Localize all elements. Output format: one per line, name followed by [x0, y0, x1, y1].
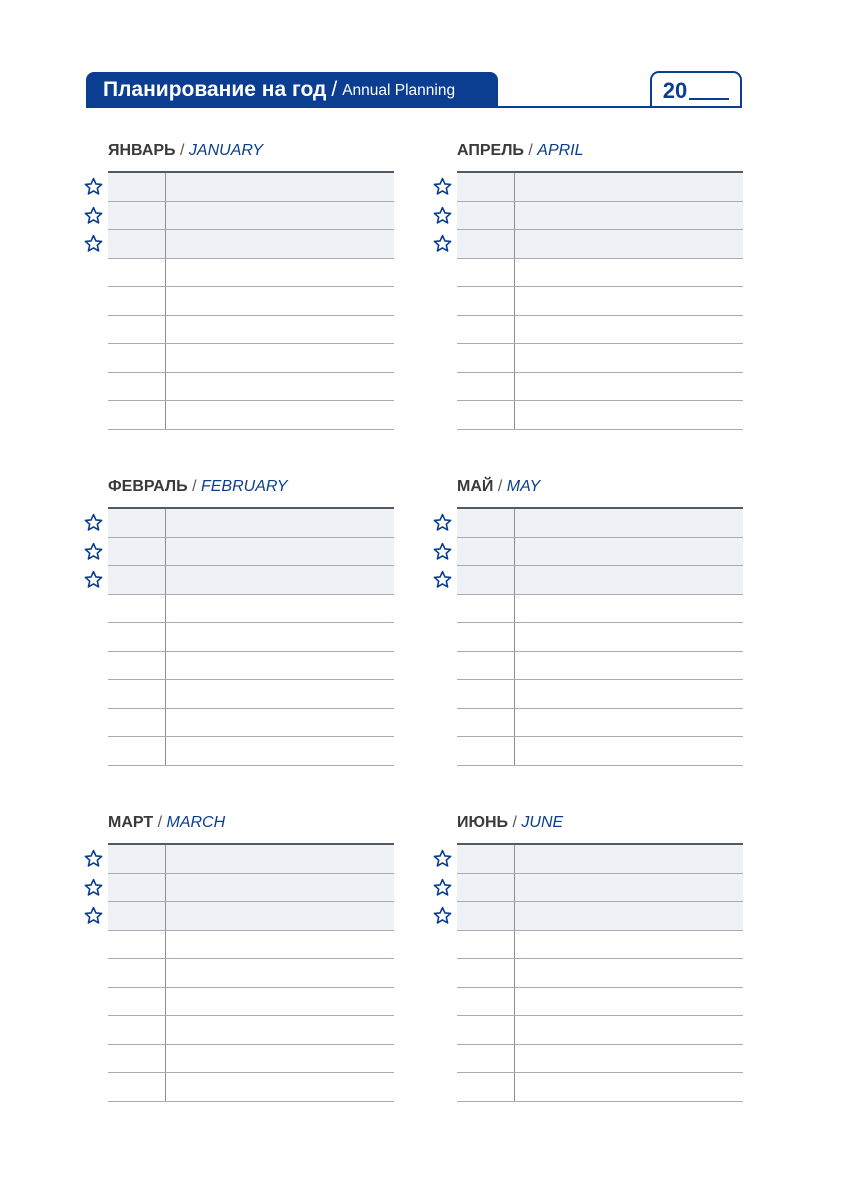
year-field[interactable]: [650, 71, 742, 108]
column-divider: [514, 988, 515, 1016]
plan-row[interactable]: [457, 344, 743, 373]
column-divider: [165, 230, 166, 258]
plan-row[interactable]: [108, 595, 394, 624]
plan-row[interactable]: [108, 373, 394, 402]
column-divider: [514, 737, 515, 765]
year-blank-line: [689, 98, 729, 100]
plan-row[interactable]: [108, 709, 394, 738]
column-divider: [165, 737, 166, 765]
column-divider: [514, 623, 515, 651]
column-divider: [165, 1016, 166, 1044]
column-divider: [165, 401, 166, 429]
column-divider: [514, 316, 515, 344]
month-name-en: FEBRUARY: [200, 478, 288, 495]
month-grid: [108, 843, 394, 1100]
priority-row[interactable]: [108, 538, 394, 567]
column-divider: [165, 287, 166, 315]
priority-row[interactable]: [108, 902, 394, 931]
month-name-ru: АПРЕЛЬ: [457, 142, 524, 159]
star-icon[interactable]: [84, 542, 103, 561]
plan-row[interactable]: [108, 344, 394, 373]
plan-row[interactable]: [457, 259, 743, 288]
column-divider: [165, 988, 166, 1016]
plan-row[interactable]: [457, 737, 743, 766]
month-name-ru: МАРТ: [108, 814, 154, 831]
column-divider: [165, 202, 166, 230]
priority-row[interactable]: [108, 874, 394, 903]
plan-row[interactable]: [108, 652, 394, 681]
column-divider: [514, 566, 515, 594]
column-divider: [514, 1073, 515, 1101]
plan-row[interactable]: [108, 680, 394, 709]
column-divider: [514, 259, 515, 287]
plan-row[interactable]: [108, 988, 394, 1017]
column-divider: [514, 373, 515, 401]
star-icon[interactable]: [433, 849, 452, 868]
plan-row[interactable]: [108, 259, 394, 288]
column-divider: [165, 566, 166, 594]
plan-row[interactable]: [457, 1016, 743, 1045]
month-name-en: MARCH: [166, 814, 226, 831]
month-grid: [108, 171, 394, 428]
column-divider: [165, 538, 166, 566]
month-grid: [457, 843, 743, 1100]
column-divider: [514, 709, 515, 737]
column-divider: [514, 230, 515, 258]
priority-row[interactable]: [457, 509, 743, 538]
column-divider: [514, 202, 515, 230]
star-icon[interactable]: [84, 206, 103, 225]
plan-row[interactable]: [108, 1045, 394, 1074]
priority-row[interactable]: [457, 230, 743, 259]
column-divider: [514, 173, 515, 201]
column-divider: [514, 538, 515, 566]
month-grid: [457, 507, 743, 764]
plan-row[interactable]: [108, 401, 394, 430]
column-divider: [165, 173, 166, 201]
month-title: [108, 814, 225, 832]
month-name-separator: /: [497, 478, 503, 495]
month-title: [108, 478, 288, 496]
column-divider: [514, 931, 515, 959]
priority-row[interactable]: [457, 874, 743, 903]
priority-row[interactable]: [108, 173, 394, 202]
plan-row[interactable]: [108, 623, 394, 652]
column-divider: [165, 874, 166, 902]
column-divider: [514, 959, 515, 987]
star-icon[interactable]: [433, 206, 452, 225]
star-icon[interactable]: [433, 177, 452, 196]
star-icon[interactable]: [433, 542, 452, 561]
star-icon[interactable]: [433, 234, 452, 253]
priority-row[interactable]: [108, 202, 394, 231]
star-icon[interactable]: [433, 878, 452, 897]
page-header-tab: [86, 72, 498, 108]
month-name-en: MAY: [506, 478, 541, 495]
year-prefix: 20: [662, 77, 688, 103]
column-divider: [514, 845, 515, 873]
priority-row[interactable]: [457, 845, 743, 874]
priority-row[interactable]: [457, 202, 743, 231]
month-name-separator: /: [192, 478, 197, 495]
column-divider: [165, 845, 166, 873]
column-divider: [514, 1016, 515, 1044]
plan-row[interactable]: [457, 623, 743, 652]
priority-row[interactable]: [108, 845, 394, 874]
column-divider: [514, 595, 515, 623]
month-name-ru: ФЕВРАЛЬ: [108, 478, 188, 495]
month-grid: [457, 171, 743, 428]
month-name-en: JANUARY: [188, 142, 263, 159]
column-divider: [165, 1073, 166, 1101]
priority-row[interactable]: [457, 538, 743, 567]
column-divider: [165, 595, 166, 623]
column-divider: [514, 902, 515, 930]
plan-row[interactable]: [457, 401, 743, 430]
month-title: [457, 814, 563, 832]
plan-row[interactable]: [457, 287, 743, 316]
header-rule: [86, 106, 742, 108]
plan-row[interactable]: [457, 988, 743, 1017]
plan-row[interactable]: [457, 959, 743, 988]
plan-row[interactable]: [108, 737, 394, 766]
column-divider: [165, 373, 166, 401]
star-icon[interactable]: [84, 849, 103, 868]
column-divider: [514, 680, 515, 708]
month-name-en: JUNE: [521, 814, 564, 831]
plan-row[interactable]: [457, 1045, 743, 1074]
star-icon[interactable]: [433, 906, 452, 925]
priority-row[interactable]: [457, 902, 743, 931]
column-divider: [514, 401, 515, 429]
plan-row[interactable]: [457, 373, 743, 402]
plan-row[interactable]: [457, 652, 743, 681]
month-title: [457, 478, 540, 496]
star-icon[interactable]: [84, 234, 103, 253]
plan-row[interactable]: [108, 287, 394, 316]
star-icon[interactable]: [84, 513, 103, 532]
month-name-separator: /: [157, 814, 163, 831]
column-divider: [165, 680, 166, 708]
plan-row[interactable]: [457, 709, 743, 738]
column-divider: [165, 316, 166, 344]
page-title-ru: Планирование на год: [103, 78, 327, 101]
priority-row[interactable]: [108, 509, 394, 538]
plan-row[interactable]: [457, 680, 743, 709]
column-divider: [165, 959, 166, 987]
star-icon[interactable]: [433, 570, 452, 589]
priority-row[interactable]: [108, 230, 394, 259]
column-divider: [165, 509, 166, 537]
priority-row[interactable]: [457, 173, 743, 202]
column-divider: [514, 874, 515, 902]
column-divider: [514, 509, 515, 537]
column-divider: [514, 1045, 515, 1073]
month-title: [108, 142, 263, 160]
priority-row[interactable]: [457, 566, 743, 595]
star-icon[interactable]: [84, 906, 103, 925]
plan-row[interactable]: [108, 1016, 394, 1045]
plan-row[interactable]: [457, 595, 743, 624]
column-divider: [165, 902, 166, 930]
plan-row[interactable]: [108, 316, 394, 345]
month-name-ru: ЯНВАРЬ: [108, 142, 176, 159]
title-separator: /: [331, 78, 338, 101]
month-name-separator: /: [528, 142, 533, 159]
column-divider: [165, 623, 166, 651]
column-divider: [165, 259, 166, 287]
month-name-separator: /: [180, 142, 185, 159]
column-divider: [514, 287, 515, 315]
column-divider: [165, 652, 166, 680]
month-grid: [108, 507, 394, 764]
plan-row[interactable]: [457, 316, 743, 345]
month-name-ru: ИЮНЬ: [457, 814, 509, 831]
month-name-separator: /: [512, 814, 517, 831]
column-divider: [514, 652, 515, 680]
star-icon[interactable]: [84, 177, 103, 196]
month-name-ru: МАЙ: [457, 478, 494, 495]
month-title: [457, 142, 584, 160]
plan-row[interactable]: [108, 1073, 394, 1102]
plan-row[interactable]: [457, 1073, 743, 1102]
column-divider: [165, 344, 166, 372]
star-icon[interactable]: [84, 878, 103, 897]
plan-row[interactable]: [108, 959, 394, 988]
star-icon[interactable]: [84, 570, 103, 589]
star-icon[interactable]: [433, 513, 452, 532]
page-title-en: Annual Planning: [342, 82, 456, 99]
column-divider: [165, 1045, 166, 1073]
priority-row[interactable]: [108, 566, 394, 595]
column-divider: [165, 709, 166, 737]
plan-row[interactable]: [108, 931, 394, 960]
column-divider: [514, 344, 515, 372]
column-divider: [165, 931, 166, 959]
month-name-en: APRIL: [537, 142, 584, 159]
plan-row[interactable]: [457, 931, 743, 960]
